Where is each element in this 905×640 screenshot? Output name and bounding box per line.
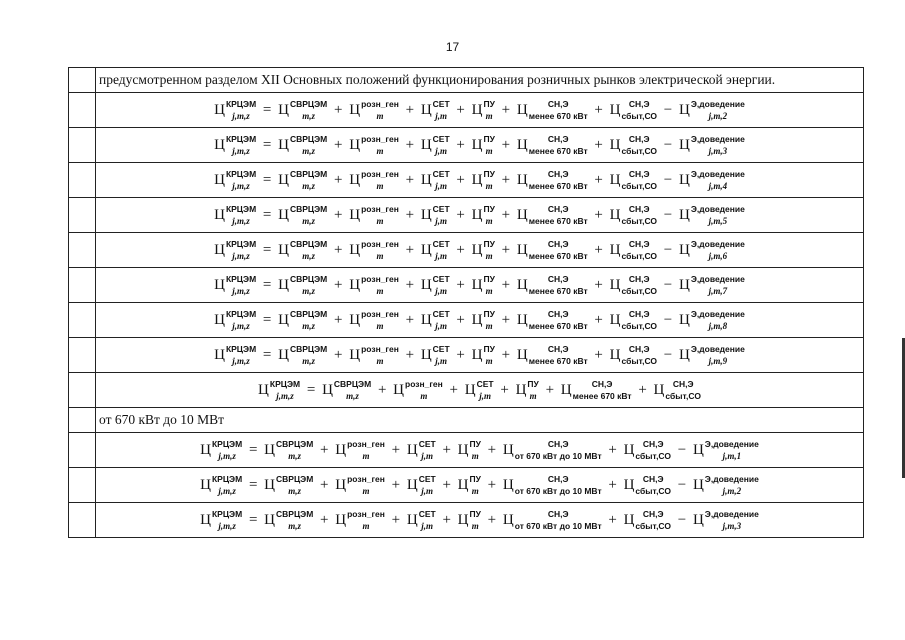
term-sbyt: Ц СН,Э сбыт,СО — [609, 133, 658, 157]
margin-cell — [69, 503, 96, 538]
term-sbyt: Ц СН,Э сбыт,СО — [609, 343, 658, 367]
term-krcem: Ц КРЦЭМ j,m,z — [214, 168, 257, 192]
term-gen: Ц розн_ген m — [393, 378, 443, 402]
formula-row — [69, 433, 864, 468]
term-sbyt: Ц СН,Э сбыт,СО — [609, 308, 658, 332]
margin-cell — [69, 198, 96, 233]
formula-row — [69, 268, 864, 303]
term-pu: Ц ПУ m — [471, 273, 495, 297]
term-svrcem: Ц СВРЦЭМ m,z — [278, 308, 328, 332]
term-pu: Ц ПУ m — [471, 203, 495, 227]
term-sn: Ц СН,Э менее 670 кВт — [560, 378, 632, 402]
term-sn: Ц СН,Э менее 670 кВт — [516, 203, 588, 227]
formula: Ц КРЦЭМ j,m,z = Ц СВРЦЭМ m,z + Ц розн_ген m + Ц СЕТ j,m + Ц ПУ m + Ц СН,Э менее 670 кВт + Ц СН,Э сбыт,СО − Ц Э,доведение j,m,4 — [214, 168, 745, 192]
margin-cell — [69, 408, 96, 433]
formula-cell — [96, 338, 864, 373]
band-row — [69, 408, 864, 433]
term-sbyt: Ц СН,Э сбыт,СО — [653, 378, 701, 402]
term-sn: Ц СН,Э менее 670 кВт — [516, 133, 588, 157]
term-sbyt: Ц СН,Э сбыт,СО — [609, 168, 658, 192]
formula-cell — [96, 373, 864, 408]
formula-cell — [96, 503, 864, 538]
term-dov: Ц Э,доведение j,m,3 — [692, 508, 759, 532]
term-sn: Ц СН,Э от 670 кВт до 10 МВт — [502, 473, 602, 497]
term-set: Ц СЕТ j,m — [420, 168, 450, 192]
term-pu: Ц ПУ m — [515, 378, 539, 402]
term-dov: Ц Э,доведение j,m,3 — [678, 133, 745, 157]
term-set: Ц СЕТ j,m — [420, 203, 450, 227]
term-krcem: Ц КРЦЭМ j,m,z — [200, 473, 243, 497]
term-svrcem: Ц СВРЦЭМ m,z — [278, 98, 328, 122]
term-svrcem: Ц СВРЦЭМ m,z — [278, 343, 328, 367]
term-pu: Ц ПУ m — [457, 508, 481, 532]
formula: Ц КРЦЭМ j,m,z = Ц СВРЦЭМ m,z + Ц розн_ген m + Ц СЕТ j,m + Ц ПУ m + Ц СН,Э менее 670 кВт + Ц СН,Э сбыт,СО − Ц Э,доведение j,m,9 — [214, 343, 745, 367]
term-sbyt: Ц СН,Э сбыт,СО — [623, 508, 671, 532]
formula-cell — [96, 303, 864, 338]
formula: Ц КРЦЭМ j,m,z = Ц СВРЦЭМ m,z + Ц розн_ген m + Ц СЕТ j,m + Ц ПУ m + Ц СН,Э менее 670 кВт + Ц СН,Э сбыт,СО − Ц Э,доведение j,m,8 — [214, 308, 745, 332]
term-dov: Ц Э,доведение j,m,7 — [678, 273, 745, 297]
margin-cell — [69, 303, 96, 338]
formula: Ц КРЦЭМ j,m,z = Ц СВРЦЭМ m,z + Ц розн_ген m + Ц СЕТ j,m + Ц ПУ m + Ц СН,Э от 670 кВт до 10 МВт + Ц СН,Э сбыт,СО − Ц Э,доведение j,m,2 — [200, 473, 759, 497]
term-dov: Ц Э,доведение j,m,9 — [678, 343, 745, 367]
term-gen: Ц розн_ген m — [349, 168, 399, 192]
formula: Ц КРЦЭМ j,m,z = Ц СВРЦЭМ m,z + Ц розн_ген m + Ц СЕТ j,m + Ц ПУ m + Ц СН,Э менее 670 кВт + Ц СН,Э сбыт,СО — [258, 378, 701, 402]
term-pu: Ц ПУ m — [457, 438, 481, 462]
term-dov: Ц Э,доведение j,m,2 — [692, 473, 759, 497]
term-svrcem: Ц СВРЦЭМ m,z — [278, 133, 328, 157]
band-label: от 670 кВт до 10 МВт — [96, 408, 864, 433]
formula: Ц КРЦЭМ j,m,z = Ц СВРЦЭМ m,z + Ц розн_ген m + Ц СЕТ j,m + Ц ПУ m + Ц СН,Э менее 670 кВт + Ц СН,Э сбыт,СО − Ц Э,доведение j,m,5 — [214, 203, 745, 227]
term-sbyt: Ц СН,Э сбыт,СО — [623, 438, 671, 462]
term-gen: Ц розн_ген m — [349, 98, 399, 122]
formula-row — [69, 503, 864, 538]
margin-cell — [69, 373, 96, 408]
formula-row — [69, 373, 864, 408]
term-sn: Ц СН,Э менее 670 кВт — [516, 308, 588, 332]
term-pu: Ц ПУ m — [471, 98, 495, 122]
term-pu: Ц ПУ m — [471, 308, 495, 332]
term-svrcem: Ц СВРЦЭМ m,z — [264, 438, 314, 462]
formula: Ц КРЦЭМ j,m,z = Ц СВРЦЭМ m,z + Ц розн_ген m + Ц СЕТ j,m + Ц ПУ m + Ц СН,Э менее 670 кВт + Ц СН,Э сбыт,СО − Ц Э,доведение j,m,3 — [214, 133, 745, 157]
term-krcem: Ц КРЦЭМ j,m,z — [214, 273, 257, 297]
intro-text: предусмотренном разделом XII Основных положений функционирования розничных рынков электрической энергии. — [96, 68, 864, 93]
margin-cell — [69, 93, 96, 128]
term-svrcem: Ц СВРЦЭМ m,z — [278, 273, 328, 297]
term-gen: Ц розн_ген m — [349, 308, 399, 332]
term-dov: Ц Э,доведение j,m,6 — [678, 238, 745, 262]
term-gen: Ц розн_ген m — [349, 203, 399, 227]
term-gen: Ц розн_ген m — [335, 508, 385, 532]
formula-row — [69, 163, 864, 198]
term-dov: Ц Э,доведение j,m,2 — [678, 98, 745, 122]
term-krcem: Ц КРЦЭМ j,m,z — [200, 438, 243, 462]
term-gen: Ц розн_ген m — [349, 133, 399, 157]
formula-cell — [96, 468, 864, 503]
formula: Ц КРЦЭМ j,m,z = Ц СВРЦЭМ m,z + Ц розн_ген m + Ц СЕТ j,m + Ц ПУ m + Ц СН,Э менее 670 кВт + Ц СН,Э сбыт,СО − Ц Э,доведение j,m,2 — [214, 98, 745, 122]
margin-cell — [69, 338, 96, 373]
margin-cell — [69, 268, 96, 303]
margin-cell — [69, 433, 96, 468]
formula-cell — [96, 233, 864, 268]
term-krcem: Ц КРЦЭМ j,m,z — [214, 308, 257, 332]
formula: Ц КРЦЭМ j,m,z = Ц СВРЦЭМ m,z + Ц розн_ген m + Ц СЕТ j,m + Ц ПУ m + Ц СН,Э менее 670 кВт + Ц СН,Э сбыт,СО − Ц Э,доведение j,m,6 — [214, 238, 745, 262]
term-sn: Ц СН,Э от 670 кВт до 10 МВт — [502, 438, 602, 462]
term-krcem: Ц КРЦЭМ j,m,z — [200, 508, 243, 532]
term-set: Ц СЕТ j,m — [406, 508, 436, 532]
term-svrcem: Ц СВРЦЭМ m,z — [322, 378, 372, 402]
formula-row — [69, 198, 864, 233]
formula-row — [69, 93, 864, 128]
term-gen: Ц розн_ген m — [349, 343, 399, 367]
formula-row — [69, 233, 864, 268]
margin-cell — [69, 163, 96, 198]
term-pu: Ц ПУ m — [457, 473, 481, 497]
margin-cell — [69, 68, 96, 93]
formula-cell — [96, 198, 864, 233]
formula: Ц КРЦЭМ j,m,z = Ц СВРЦЭМ m,z + Ц розн_ген m + Ц СЕТ j,m + Ц ПУ m + Ц СН,Э от 670 кВт до 10 МВт + Ц СН,Э сбыт,СО − Ц Э,доведение j,m,1 — [200, 438, 759, 462]
formula-cell — [96, 268, 864, 303]
term-sbyt: Ц СН,Э сбыт,СО — [609, 273, 658, 297]
formula-row — [69, 128, 864, 163]
term-svrcem: Ц СВРЦЭМ m,z — [278, 238, 328, 262]
term-sbyt: Ц СН,Э сбыт,СО — [609, 98, 658, 122]
term-krcem: Ц КРЦЭМ j,m,z — [214, 98, 257, 122]
term-sn: Ц СН,Э менее 670 кВт — [516, 273, 588, 297]
margin-cell — [69, 128, 96, 163]
term-set: Ц СЕТ j,m — [406, 438, 436, 462]
term-krcem: Ц КРЦЭМ j,m,z — [214, 133, 257, 157]
term-gen: Ц розн_ген m — [349, 273, 399, 297]
term-svrcem: Ц СВРЦЭМ m,z — [278, 168, 328, 192]
term-gen: Ц розн_ген m — [349, 238, 399, 262]
formula: Ц КРЦЭМ j,m,z = Ц СВРЦЭМ m,z + Ц розн_ген m + Ц СЕТ j,m + Ц ПУ m + Ц СН,Э менее 670 кВт + Ц СН,Э сбыт,СО − Ц Э,доведение j,m,7 — [214, 273, 745, 297]
term-sn: Ц СН,Э менее 670 кВт — [516, 238, 588, 262]
term-set: Ц СЕТ j,m — [420, 308, 450, 332]
formula-row — [69, 303, 864, 338]
term-dov: Ц Э,доведение j,m,5 — [678, 203, 745, 227]
term-set: Ц СЕТ j,m — [420, 238, 450, 262]
term-sn: Ц СН,Э менее 670 кВт — [516, 168, 588, 192]
term-sbyt: Ц СН,Э сбыт,СО — [609, 238, 658, 262]
term-pu: Ц ПУ m — [471, 238, 495, 262]
term-dov: Ц Э,доведение j,m,8 — [678, 308, 745, 332]
term-krcem: Ц КРЦЭМ j,m,z — [214, 238, 257, 262]
term-dov: Ц Э,доведение j,m,1 — [692, 438, 759, 462]
term-set: Ц СЕТ j,m — [420, 98, 450, 122]
term-pu: Ц ПУ m — [471, 168, 495, 192]
term-sbyt: Ц СН,Э сбыт,СО — [609, 203, 658, 227]
formula-cell — [96, 93, 864, 128]
term-pu: Ц ПУ m — [471, 343, 495, 367]
term-set: Ц СЕТ j,m — [420, 343, 450, 367]
term-sn: Ц СН,Э от 670 кВт до 10 МВт — [502, 508, 602, 532]
term-sbyt: Ц СН,Э сбыт,СО — [623, 473, 671, 497]
term-pu: Ц ПУ m — [471, 133, 495, 157]
formula-row — [69, 338, 864, 373]
term-set: Ц СЕТ j,m — [464, 378, 494, 402]
term-sn: Ц СН,Э менее 670 кВт — [516, 98, 588, 122]
term-svrcem: Ц СВРЦЭМ m,z — [264, 508, 314, 532]
term-krcem: Ц КРЦЭМ j,m,z — [258, 378, 301, 402]
intro-row — [69, 68, 864, 93]
term-gen: Ц розн_ген m — [335, 438, 385, 462]
term-set: Ц СЕТ j,m — [420, 273, 450, 297]
margin-cell — [69, 468, 96, 503]
term-set: Ц СЕТ j,m — [420, 133, 450, 157]
formula-cell — [96, 128, 864, 163]
term-krcem: Ц КРЦЭМ j,m,z — [214, 203, 257, 227]
term-sn: Ц СН,Э менее 670 кВт — [516, 343, 588, 367]
formula-table — [68, 67, 864, 538]
formula: Ц КРЦЭМ j,m,z = Ц СВРЦЭМ m,z + Ц розн_ген m + Ц СЕТ j,m + Ц ПУ m + Ц СН,Э от 670 кВт до 10 МВт + Ц СН,Э сбыт,СО − Ц Э,доведение j,m,3 — [200, 508, 759, 532]
term-krcem: Ц КРЦЭМ j,m,z — [214, 343, 257, 367]
term-svrcem: Ц СВРЦЭМ m,z — [264, 473, 314, 497]
term-dov: Ц Э,доведение j,m,4 — [678, 168, 745, 192]
margin-cell — [69, 233, 96, 268]
formula-cell — [96, 433, 864, 468]
formula-cell — [96, 163, 864, 198]
page-number: 17 — [445, 40, 460, 54]
term-gen: Ц розн_ген m — [335, 473, 385, 497]
term-set: Ц СЕТ j,m — [406, 473, 436, 497]
term-svrcem: Ц СВРЦЭМ m,z — [278, 203, 328, 227]
formula-row — [69, 468, 864, 503]
